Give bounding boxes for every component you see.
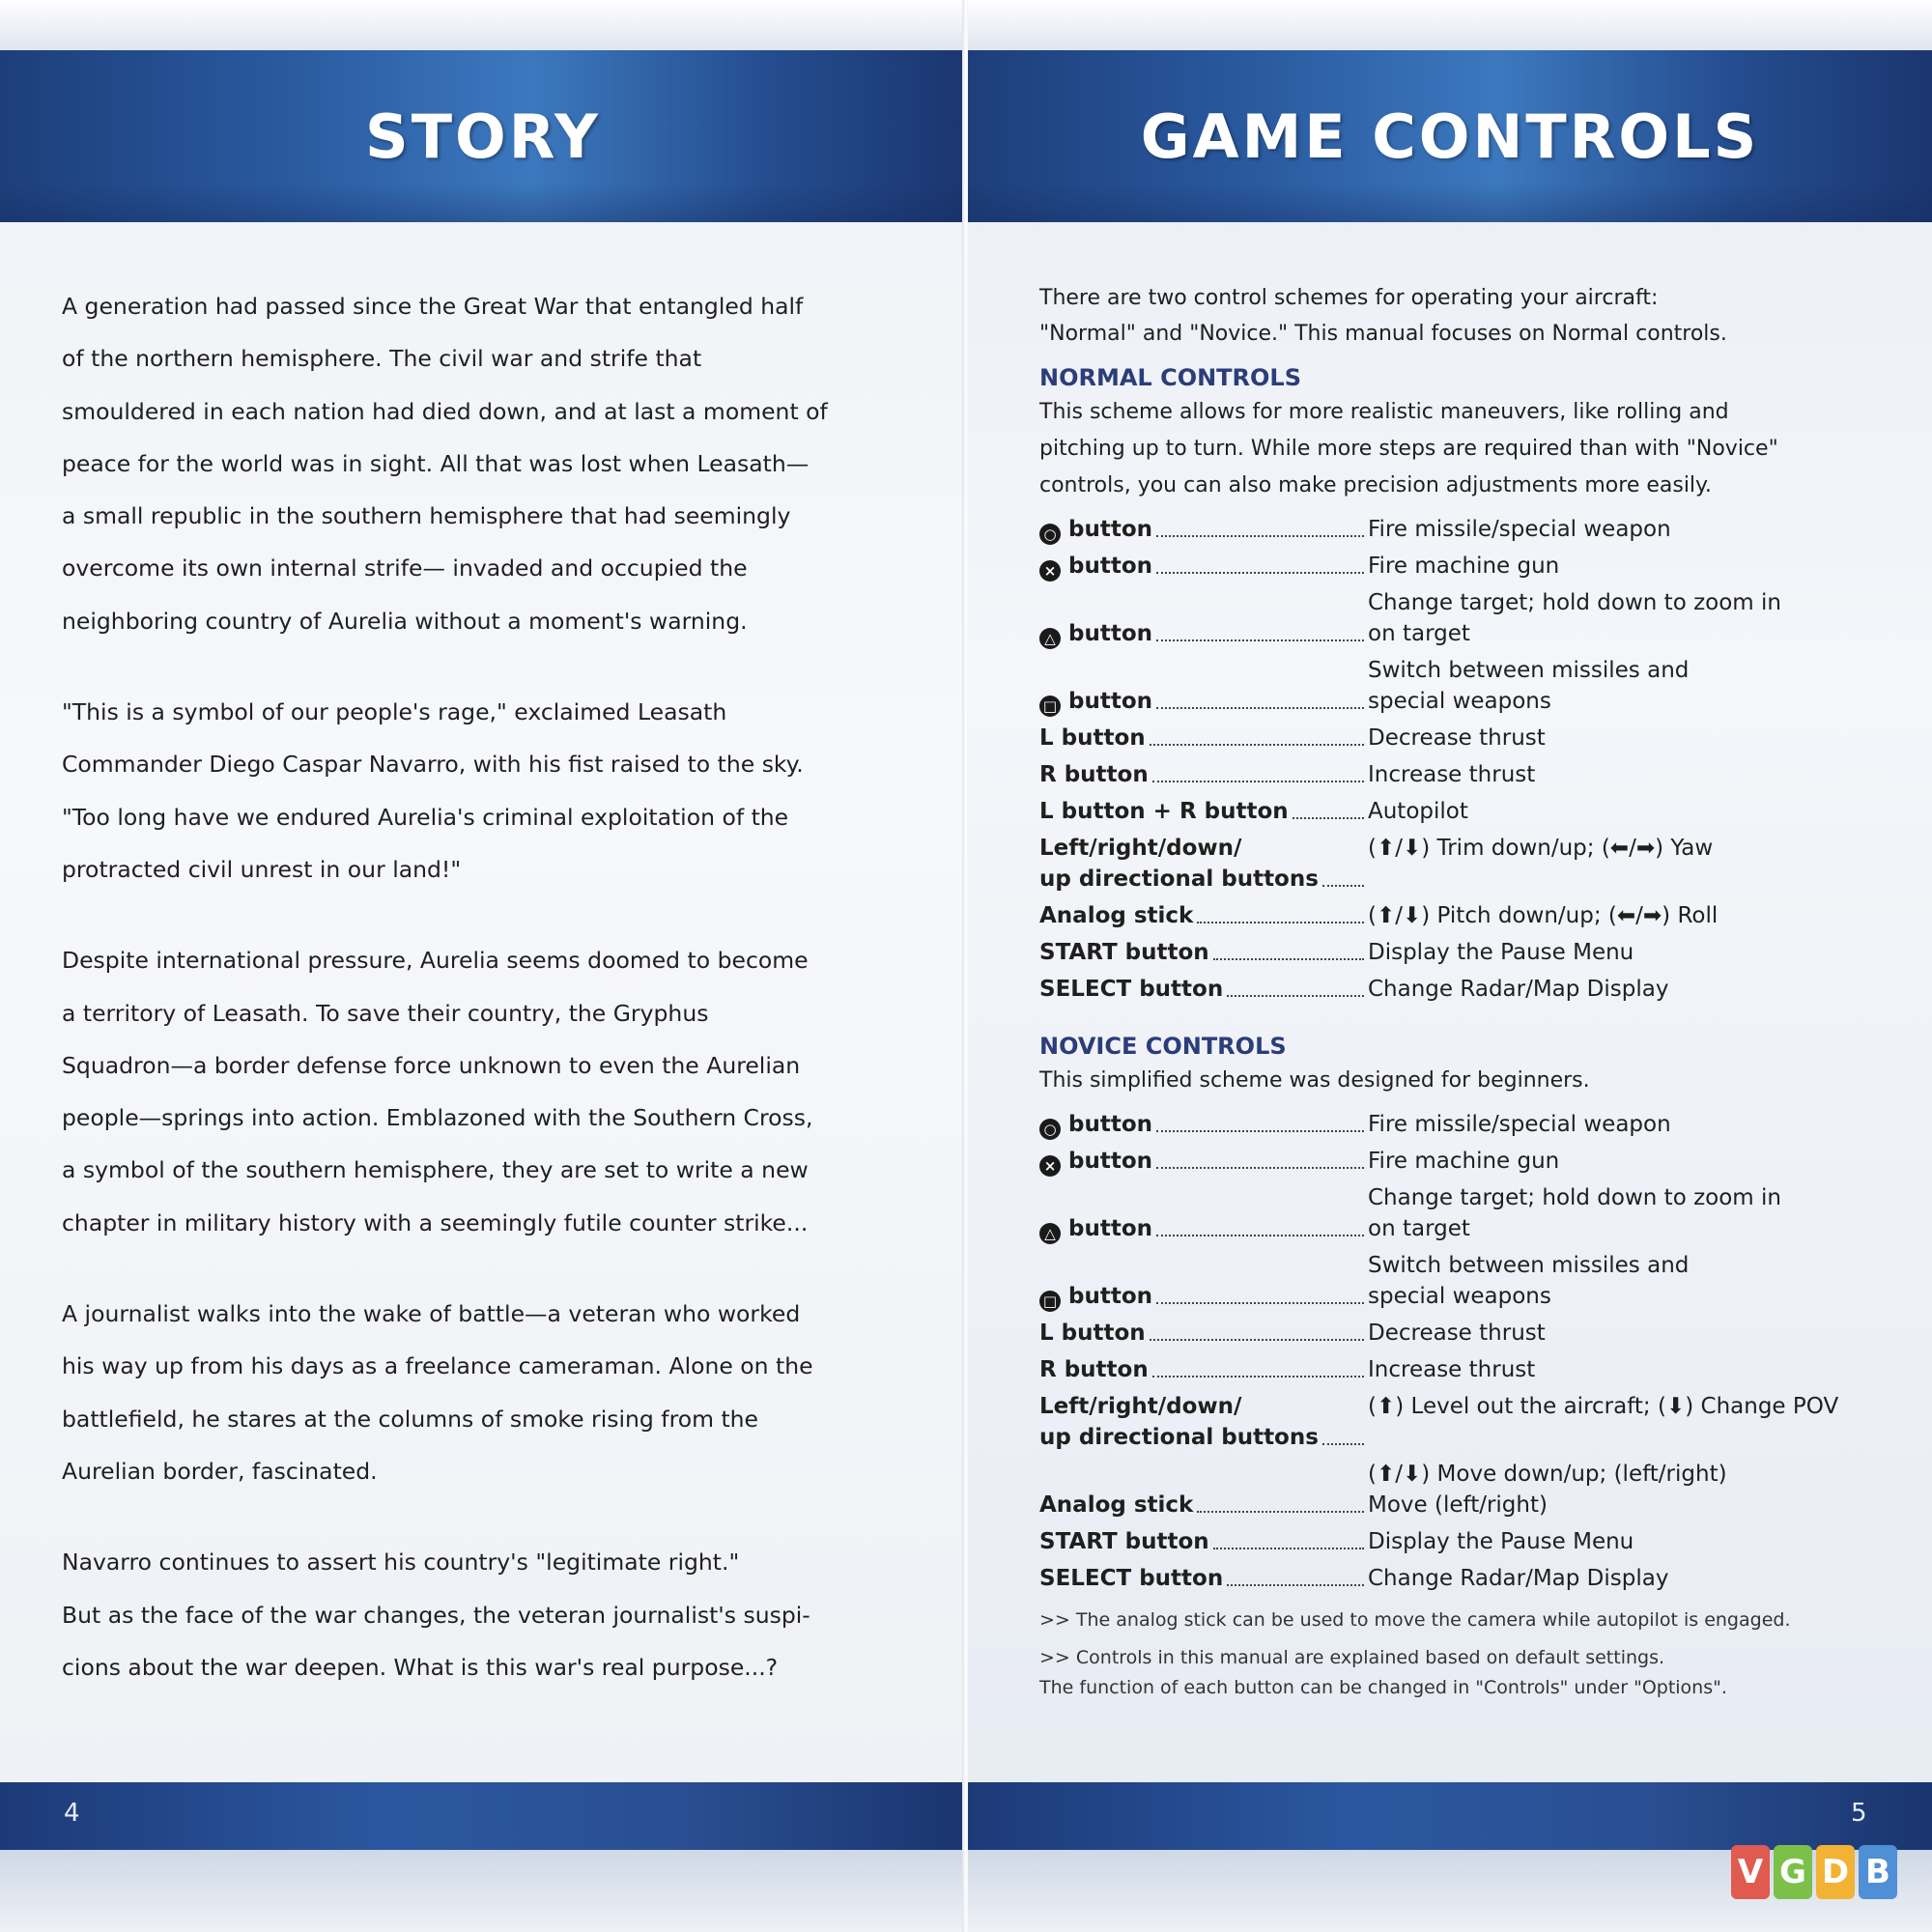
control-row: [1039, 1182, 1909, 1244]
control-label-text: Analog stick: [1039, 903, 1194, 928]
control-row: [1039, 833, 1909, 895]
control-label: [1039, 937, 1368, 968]
top-band: [968, 0, 1932, 50]
control-description: Change Radar/Map Display: [1368, 977, 1669, 1002]
controls-intro: There are two control schemes for operating your aircraft: "Normal" and "Novice." This manual focuses on Normal controls.: [1039, 286, 1727, 346]
control-description: Autopilot: [1368, 799, 1468, 824]
story-paragraph: Despite international pressure, Aurelia seems doomed to become a territory of Leasath. To save their country, the Gryphus Squadron—a border defense force unknown to even the Aurelian people—springs into action. Emblazoned with the Southern Cross, a symbol of the southern hemisphere, they are set to write a new chapter in military history with a seemingly futile counter strike...: [62, 947, 813, 1236]
normal-controls-description: This scheme allows for more realistic maneuvers, like rolling and pitching up to turn. While more steps are required than with "Novice" controls, you can also make precision adjustments more easily.: [1039, 400, 1778, 497]
control-description: Display the Pause Menu: [1368, 940, 1634, 965]
control-description: Change target; hold down to zoom in on target: [1368, 1185, 1781, 1241]
leader-dots: [1156, 707, 1364, 709]
logo-letter: G: [1774, 1845, 1812, 1899]
story-paragraph: Navarro continues to assert his country's "legitimate right." But as the face of the war changes, the veteran journalist's suspi- cions about the war deepen. What is this war's real purpose...?: [62, 1548, 810, 1681]
control-description: Change target; hold down to zoom in on target: [1368, 590, 1781, 646]
control-row: [1039, 1391, 1909, 1453]
control-label-text: button: [1068, 517, 1153, 542]
leader-dots: [1227, 995, 1364, 997]
control-row: [1039, 1563, 1909, 1594]
vgdb-logo: [1731, 1845, 1897, 1899]
leader-dots: [1152, 1376, 1364, 1378]
control-label: [1039, 974, 1368, 1005]
story-paragraph: "This is a symbol of our people's rage," exclaimed Leasath Commander Diego Caspar Navarro, with his fist raised to the sky. "Too long have we endured Aurelia's criminal exploitation of the protracted civil unrest in our land!": [62, 698, 804, 883]
controller-button-icon: □: [1039, 696, 1061, 717]
control-row: [1039, 655, 1909, 717]
leader-dots: [1213, 1548, 1364, 1549]
control-label: [1039, 759, 1368, 790]
logo-letter: D: [1816, 1845, 1855, 1899]
control-label: [1039, 900, 1368, 931]
control-label-text: START button: [1039, 940, 1209, 965]
page-number: 4: [64, 1799, 80, 1828]
control-label-text: button: [1068, 621, 1153, 646]
control-row: [1039, 1459, 1909, 1520]
control-description: Display the Pause Menu: [1368, 1529, 1634, 1554]
story-text: [62, 280, 912, 1732]
top-band: [0, 0, 966, 50]
control-label-text: button: [1068, 689, 1153, 714]
control-description: Increase thrust: [1368, 1357, 1536, 1382]
page-title: GAME CONTROLS: [1140, 100, 1760, 172]
control-label-text: L button: [1039, 725, 1146, 751]
control-label-text: button: [1068, 554, 1153, 579]
footer-band: [968, 1782, 1932, 1850]
controller-button-icon: □: [1039, 1291, 1061, 1312]
note-text: >> The analog stick can be used to move the camera while autopilot is engaged.: [1039, 1609, 1791, 1631]
control-description: Switch between missiles and special weapons: [1368, 1253, 1690, 1309]
controller-button-icon: △: [1039, 1223, 1061, 1244]
control-label-text: L button + R button: [1039, 799, 1289, 824]
right-page: [968, 0, 1932, 1932]
control-label: [1039, 1354, 1368, 1385]
leader-dots: [1156, 1235, 1364, 1236]
control-row: [1039, 1318, 1909, 1349]
control-label: [1039, 723, 1368, 753]
leader-dots: [1150, 1339, 1364, 1341]
control-row: [1039, 1250, 1909, 1312]
logo-letter: B: [1859, 1845, 1897, 1899]
control-label-text: button: [1068, 1216, 1153, 1241]
control-label: [1039, 1391, 1368, 1453]
control-row: [1039, 900, 1909, 931]
control-description: Fire missile/special weapon: [1368, 517, 1671, 542]
control-label: [1039, 1109, 1368, 1140]
control-row: [1039, 1146, 1909, 1177]
novice-controls-description: This simplified scheme was designed for beginners.: [1039, 1068, 1590, 1093]
logo-letter: V: [1731, 1845, 1770, 1899]
control-label: [1039, 655, 1368, 717]
normal-controls-list: [1039, 514, 1909, 1005]
controller-button-icon: ×: [1039, 1155, 1061, 1177]
control-description: Fire machine gun: [1368, 554, 1560, 579]
control-row: [1039, 723, 1909, 753]
leader-dots: [1197, 1511, 1364, 1513]
control-row: [1039, 1526, 1909, 1557]
control-description: Decrease thrust: [1368, 1321, 1546, 1346]
control-row: [1039, 796, 1909, 827]
control-label: [1039, 1459, 1368, 1520]
bottom-band: [0, 1850, 966, 1932]
controller-button-icon: ×: [1039, 560, 1061, 582]
leader-dots: [1152, 781, 1364, 782]
control-row: [1039, 974, 1909, 1005]
leader-dots: [1156, 535, 1364, 537]
control-label-text: Analog stick: [1039, 1492, 1194, 1518]
leader-dots: [1156, 1167, 1364, 1169]
controller-button-icon: ○: [1039, 1119, 1061, 1140]
leader-dots: [1150, 744, 1364, 746]
leader-dots: [1227, 1584, 1364, 1586]
control-label-text: Left/right/down/ up directional buttons: [1039, 1394, 1319, 1450]
novice-controls-title: NOVICE CONTROLS: [1039, 1033, 1287, 1060]
story-paragraph: A journalist walks into the wake of battle—a veteran who worked his way up from his days as a freelance cameraman. Alone on the battlefield, he stares at the columns of smoke rising from the Aurelian border, fascinated.: [62, 1300, 813, 1485]
control-label: [1039, 587, 1368, 649]
leader-dots: [1213, 958, 1364, 960]
control-label-text: R button: [1039, 1357, 1149, 1382]
leader-dots: [1156, 572, 1364, 574]
control-label-text: Left/right/down/ up directional buttons: [1039, 836, 1319, 892]
control-description: Fire machine gun: [1368, 1149, 1560, 1174]
leader-dots: [1322, 885, 1364, 887]
control-row: [1039, 759, 1909, 790]
page-number: 5: [1851, 1799, 1867, 1828]
control-label: [1039, 551, 1368, 582]
leader-dots: [1322, 1443, 1364, 1445]
control-description: (⬆) Level out the aircraft; (⬇) Change POV: [1368, 1394, 1839, 1419]
leader-dots: [1197, 922, 1364, 923]
control-row: [1039, 937, 1909, 968]
control-label-text: button: [1068, 1284, 1153, 1309]
novice-controls-list: [1039, 1109, 1909, 1594]
control-label-text: button: [1068, 1112, 1153, 1137]
control-description: Fire missile/special weapon: [1368, 1112, 1671, 1137]
control-description: (⬆/⬇) Trim down/up; (⬅/➡) Yaw: [1368, 836, 1714, 861]
leader-dots: [1156, 639, 1364, 641]
control-description: Switch between missiles and special weapons: [1368, 658, 1690, 714]
control-description: (⬆/⬇) Move down/up; (left/right) Move (left/right): [1368, 1462, 1727, 1518]
control-row: [1039, 551, 1909, 582]
control-label: [1039, 1250, 1368, 1312]
control-label: [1039, 1318, 1368, 1349]
controller-button-icon: △: [1039, 628, 1061, 649]
control-label: [1039, 1182, 1368, 1244]
control-row: [1039, 1109, 1909, 1140]
control-label-text: button: [1068, 1149, 1153, 1174]
control-label: [1039, 1146, 1368, 1177]
control-label-text: R button: [1039, 762, 1149, 787]
controls-content: [1039, 280, 1909, 1703]
control-label: [1039, 1526, 1368, 1557]
leader-dots: [1156, 1302, 1364, 1304]
control-row: [1039, 587, 1909, 649]
control-label-text: L button: [1039, 1321, 1146, 1346]
control-description: (⬆/⬇) Pitch down/up; (⬅/➡) Roll: [1368, 903, 1719, 928]
control-label-text: SELECT button: [1039, 977, 1224, 1002]
control-description: Change Radar/Map Display: [1368, 1566, 1669, 1591]
control-label: [1039, 1563, 1368, 1594]
note-text: >> Controls in this manual are explained based on default settings. The function of each button can be changed in "Controls" under "Options".: [1039, 1647, 1727, 1698]
control-label: [1039, 796, 1368, 827]
normal-controls-title: NORMAL CONTROLS: [1039, 364, 1302, 391]
control-label: [1039, 514, 1368, 545]
control-description: Increase thrust: [1368, 762, 1536, 787]
leader-dots: [1156, 1130, 1364, 1132]
page-title: STORY: [365, 100, 601, 172]
control-label-text: SELECT button: [1039, 1566, 1224, 1591]
control-label: [1039, 833, 1368, 895]
control-description: Decrease thrust: [1368, 725, 1546, 751]
story-paragraph: A generation had passed since the Great War that entangled half of the northern hemisphere. The civil war and strife that smouldered in each nation had died down, and at last a moment of peace for the world was in sight. All that was lost when Leasath— a small republic in the southern hemisphere that had seemingly overcome its own internal strife— invaded and occupied the neighboring country of Aurelia without a moment's warning.: [62, 293, 828, 635]
controller-button-icon: ○: [1039, 524, 1061, 545]
leader-dots: [1293, 817, 1364, 819]
control-label-text: START button: [1039, 1529, 1209, 1554]
control-row: [1039, 514, 1909, 545]
footer-band: [0, 1782, 966, 1850]
control-row: [1039, 1354, 1909, 1385]
